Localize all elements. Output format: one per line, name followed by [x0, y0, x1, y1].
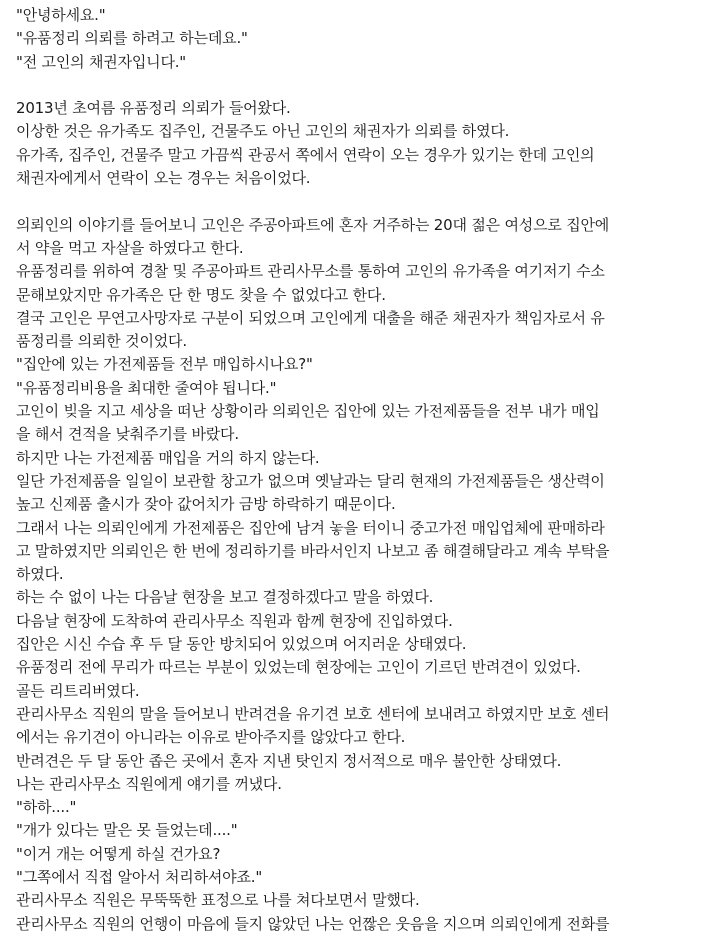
- text-line: "하하....": [16, 798, 77, 817]
- text-line: 나는 관리사무소 직원에게 얘기를 꺼냈다.: [16, 774, 282, 793]
- text-line: 이상한 것은 유가족도 집주인, 건물주도 아닌 고인의 채권자가 의뢰를 하였다.: [16, 122, 510, 141]
- text-line: 관리사무소 직원의 언행이 마음에 들지 않았던 나는 언짢은 웃음을 지으며 의뢰인에게 전화를: [16, 914, 610, 933]
- text-line: 반려견은 두 달 동안 좁은 곳에서 혼자 지낸 탓인지 정서적으로 매우 불안한 상태였다.: [16, 751, 562, 770]
- text-line: 다음날 현장에 도착하여 관리사무소 직원과 함께 현장에 진입하였다.: [16, 611, 453, 630]
- text-line: 높고 신제품 출시가 잦아 값어치가 금방 하락하기 때문이다.: [16, 495, 396, 514]
- blank-line: [16, 190, 700, 213]
- text-line: 유품정리를 위하여 경찰 및 주공아파트 관리사무소를 통하여 고인의 유가족을 여기저기 수소: [16, 262, 605, 281]
- text-line: 그래서 나는 의뢰인에게 가전제품은 집안에 남겨 놓을 터이니 중고가전 매입업체에 판매하라: [16, 518, 605, 537]
- text-line: "전 고인의 채권자입니다.": [16, 52, 187, 71]
- blank-line: [16, 74, 700, 97]
- text-line: "개가 있다는 말은 못 들었는데....": [16, 821, 238, 840]
- text-line: 품정리를 의뢰한 것이었다.: [16, 332, 187, 351]
- text-line: 결국 고인은 무연고사망자로 구분이 되었으며 고인에게 대출을 해준 채권자가 책임자로서 유: [16, 308, 605, 327]
- text-line: 골든 리트리버였다.: [16, 681, 140, 700]
- text-line: "그쪽에서 직접 알아서 처리하셔야죠.": [16, 867, 263, 886]
- text-line: 서 약을 먹고 자살을 하였다고 한다.: [16, 238, 244, 257]
- text-line: "유품정리 의뢰를 하려고 하는데요.": [16, 29, 248, 48]
- text-line: 하는 수 없이 나는 다음날 현장을 보고 결정하겠다고 말을 하였다.: [16, 588, 434, 607]
- text-line: 유가족, 집주인, 건물주 말고 가끔씩 관공서 쪽에서 연락이 오는 경우가 있기는 한데 고인의: [16, 145, 595, 164]
- text-line: 관리사무소 직원은 무뚝뚝한 표정으로 나를 쳐다보면서 말했다.: [16, 891, 420, 910]
- text-line: 을 해서 견적을 낮춰주기를 바랐다.: [16, 425, 239, 444]
- text-line: "집안에 있는 가전제품들 전부 매입하시나요?": [16, 355, 313, 374]
- text-line: "유품정리비용을 최대한 줄여야 됩니다.": [16, 378, 277, 397]
- text-line: 채권자에게서 연락이 오는 경우는 처음이었다.: [16, 169, 311, 188]
- text-line: 일단 가전제품을 일일이 보관할 창고가 없으며 옛날과는 달리 현재의 가전제품들은 생산력이: [16, 471, 605, 490]
- text-line: 유품정리 전에 무리가 따르는 부분이 있었는데 현장에는 고인이 기르던 반려견이 있었다.: [16, 658, 581, 677]
- text-line: 의뢰인의 이야기를 들어보니 고인은 주공아파트에 혼자 거주하는 20대 젊은 여성으로 집안에: [16, 215, 610, 234]
- text-line: 하지만 나는 가전제품 매입을 거의 하지 않는다.: [16, 448, 320, 467]
- text-line: "안녕하세요.": [16, 6, 106, 24]
- text-line: 고 말하였지만 의뢰인은 한 번에 정리하기를 바라서인지 나보고 좀 해결해달라고 계속 부탁을: [16, 541, 610, 560]
- text-line: "이거 개는 어떻게 하실 건가요?: [16, 844, 221, 863]
- text-line: 집안은 시신 수습 후 두 달 동안 방치되어 있었으며 어지러운 상태였다.: [16, 635, 467, 654]
- text-line: 하였다.: [16, 565, 64, 584]
- text-line: 고인이 빚을 지고 세상을 떠난 상황이라 의뢰인은 집안에 있는 가전제품들을 전부 내가 매입: [16, 402, 600, 421]
- document-body: [16, 4, 700, 936]
- text-line: 2013년 초여름 유품정리 의뢰가 들어왔다.: [16, 99, 291, 118]
- text-line: 관리사무소 직원의 말을 들어보니 반려견을 유기견 보호 센터에 보내려고 하였지만 보호 센터: [16, 704, 610, 723]
- text-line: 문해보았지만 유가족은 단 한 명도 찾을 수 없었다고 한다.: [16, 285, 386, 304]
- text-line: 에서는 유기견이 아니라는 이유로 받아주지를 않았다고 한다.: [16, 728, 406, 747]
